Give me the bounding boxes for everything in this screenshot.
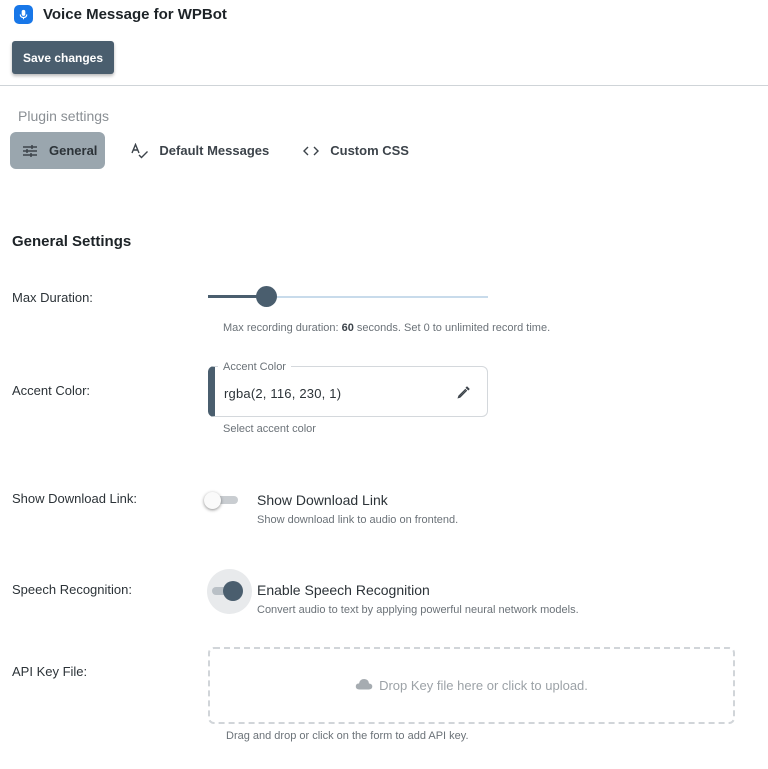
accent-color-value[interactable]: rgba(2, 116, 230, 1): [224, 386, 342, 401]
tab-label: Default Messages: [159, 143, 270, 158]
tab-label: General: [49, 143, 98, 158]
dropzone-text: Drop Key file here or click to upload.: [379, 678, 588, 693]
slider-thumb[interactable]: [256, 286, 277, 307]
cloud-icon: [355, 677, 373, 695]
settings-tabs: [10, 132, 409, 169]
tab-general[interactable]: [10, 132, 105, 169]
code-icon: [302, 142, 320, 160]
speech-recognition-switch-label: Enable Speech Recognition: [257, 582, 430, 598]
save-changes-button[interactable]: Save changes: [12, 41, 114, 74]
api-key-label: API Key File:: [12, 664, 88, 679]
sliders-icon: [21, 142, 39, 160]
max-duration-label: Max Duration:: [12, 290, 93, 305]
api-key-help: Drag and drop or click on the form to add API key.: [226, 730, 469, 742]
plugin-settings-label: Plugin settings: [18, 108, 110, 124]
download-link-help: Show download link to audio on frontend.: [257, 514, 459, 526]
speech-recognition-label: Speech Recognition:: [12, 582, 132, 597]
api-key-dropzone[interactable]: [208, 647, 735, 724]
accent-color-help: Select accent color: [223, 423, 316, 435]
accent-color-legend: Accent Color: [218, 361, 291, 373]
page-header: [0, 0, 768, 86]
tab-label: Custom CSS: [330, 143, 409, 158]
max-duration-slider[interactable]: [208, 285, 488, 309]
download-link-switch-label: Show Download Link: [257, 492, 388, 508]
section-title: General Settings: [12, 233, 132, 250]
app-title: Voice Message for WPBot: [43, 6, 227, 23]
speech-recognition-toggle[interactable]: [210, 583, 242, 597]
tab-custom-css[interactable]: [302, 132, 409, 169]
accent-color-label: Accent Color:: [12, 383, 91, 398]
download-link-toggle[interactable]: [208, 492, 240, 506]
microphone-icon: [14, 5, 33, 24]
speech-recognition-help: Convert audio to text by applying powerful neural network models.: [257, 604, 579, 616]
tab-default-messages[interactable]: [131, 132, 269, 169]
eyedropper-icon[interactable]: [456, 384, 472, 400]
spellcheck-icon: [131, 142, 149, 160]
download-link-label: Show Download Link:: [12, 491, 138, 506]
max-duration-help: Max recording duration: 60 seconds. Set 0 to unlimited record time.: [223, 322, 551, 334]
